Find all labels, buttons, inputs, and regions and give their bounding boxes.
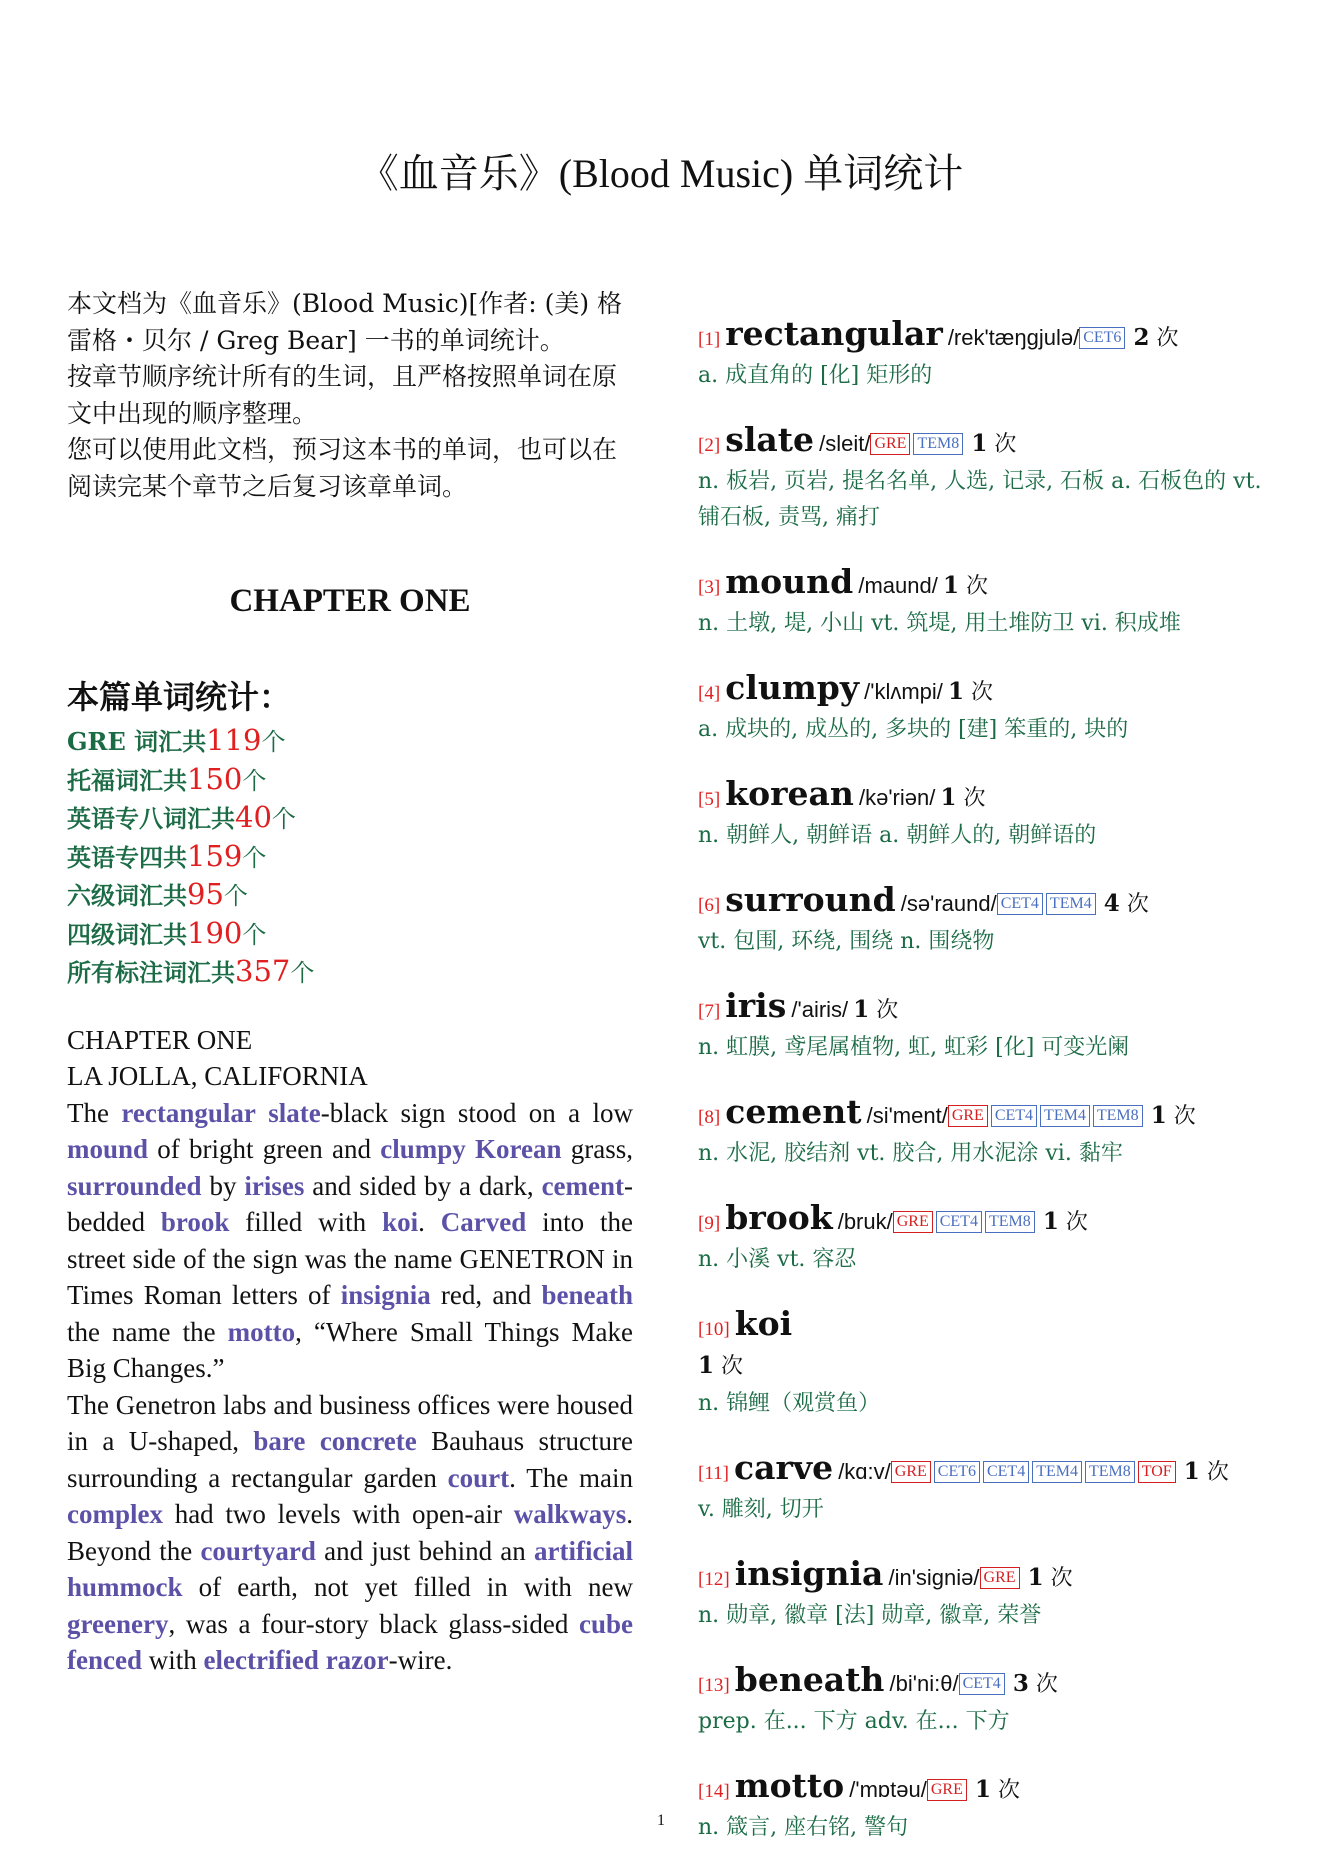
entry-head <box>698 1094 1288 1136</box>
highlighted-word: Carved <box>440 1207 527 1237</box>
intro-line: 本文档为《血音乐》(Blood Music)[作者: (美) 格雷格・贝尔 / Greg Bear] 一书的单词统计。 <box>67 289 623 355</box>
frequency-count: 2 <box>1133 324 1150 351</box>
page-number: 1 <box>657 1812 665 1829</box>
intro-line: 您可以使用此文档，预习这本书的单词，也可以在阅读完某个章节之后复习该章单词。 <box>67 435 618 501</box>
stat-row <box>67 838 633 877</box>
level-tag: GRE <box>948 1105 988 1127</box>
frequency <box>1184 1460 1229 1485</box>
stat-count: 159 <box>187 838 243 873</box>
phonetic: /'airis/ <box>791 997 849 1022</box>
frequency <box>1013 1672 1058 1697</box>
chapter-heading: CHAPTER ONE <box>229 583 471 619</box>
level-tag: GRE <box>980 1567 1020 1589</box>
entry-index: [10] <box>698 1319 730 1340</box>
stat-count: 119 <box>206 723 262 757</box>
definition: v. 雕刻, 切开 <box>698 1497 824 1522</box>
vocab-entry <box>698 1662 1288 1740</box>
entry-index: [13] <box>698 1675 730 1696</box>
headword: mound <box>725 562 854 601</box>
highlighted-word: razor <box>325 1645 389 1675</box>
entry-head <box>698 1556 1288 1598</box>
level-tag: GRE <box>870 433 910 455</box>
stat-unit: 个 <box>242 920 267 949</box>
entry-head <box>698 882 1288 924</box>
phonetic: /'klʌmpi/ <box>864 679 943 704</box>
highlighted-word: concrete <box>319 1426 417 1456</box>
headword: carve <box>734 1448 834 1487</box>
highlighted-word: beneath <box>541 1280 633 1310</box>
frequency <box>943 574 988 599</box>
vocab-entry <box>698 1200 1288 1278</box>
vocab-entry <box>698 1556 1288 1634</box>
stat-unit: 个 <box>242 843 267 872</box>
stat-count: 95 <box>187 877 224 911</box>
headword: rectangular <box>725 314 943 353</box>
definition: vt. 包围, 环绕, 围绕 n. 围绕物 <box>698 929 995 954</box>
stats-title: 本篇单词统计： <box>67 679 292 715</box>
frequency-unit: 次 <box>1126 892 1149 917</box>
stat-label: 托福词汇共 <box>67 765 187 795</box>
vocab-entry <box>698 1094 1288 1172</box>
highlighted-word: complex <box>67 1499 163 1529</box>
stat-unit: 个 <box>261 728 286 756</box>
entry-head <box>698 564 1288 606</box>
headword: insignia <box>734 1554 884 1593</box>
entry-head <box>698 1450 1288 1492</box>
level-tag: TEM8 <box>913 433 963 455</box>
stats-list <box>67 722 633 992</box>
frequency <box>1104 892 1149 917</box>
entry-index: [2] <box>698 435 721 456</box>
headword: brook <box>725 1198 833 1237</box>
frequency-count: 1 <box>853 996 870 1023</box>
phonetic: /kə'riən/ <box>858 785 936 810</box>
entry-index: [9] <box>698 1213 721 1234</box>
frequency-unit: 次 <box>1173 1104 1196 1129</box>
entry-index: [1] <box>698 329 721 350</box>
frequency-count: 1 <box>698 1352 715 1379</box>
entry-index: [4] <box>698 683 721 704</box>
vocab-entry <box>698 1768 1288 1846</box>
entry-head <box>698 988 1288 1030</box>
frequency-unit: 次 <box>1065 1210 1088 1235</box>
entry-index: [12] <box>698 1569 730 1590</box>
entry-index: [14] <box>698 1781 730 1802</box>
story-paragraph: The Genetron labs and business offices were housed in a U-shaped, bare concrete Bauhaus structure surrounding a rectangular garden court. The main complex had two levels with open-air walkways. Beyond the courtyard and just behind an artificial hummock of earth, not yet filled in with new greenery, was a four-story black glass-sided cube fenced with electrified razor-wire. <box>67 1389 634 1675</box>
highlighted-word: cube <box>579 1608 633 1639</box>
definition: n. 土墩, 堤, 小山 vt. 筑堤, 用土堆防卫 vi. 积成堆 <box>698 611 1181 636</box>
frequency-count: 1 <box>1150 1102 1167 1129</box>
frequency-unit: 次 <box>1206 1460 1229 1485</box>
level-tag: CET6 <box>934 1461 980 1483</box>
phonetic: /sə'raund/ <box>900 891 997 916</box>
highlighted-word: clumpy <box>380 1134 466 1164</box>
intro-section <box>67 286 633 505</box>
frequency-count: 4 <box>1103 890 1120 917</box>
story-location-line: LA JOLLA, CALIFORNIA <box>67 1061 368 1091</box>
headword: beneath <box>734 1660 885 1699</box>
frequency-count: 1 <box>1027 1564 1044 1591</box>
phonetic: /sleit/ <box>819 431 871 456</box>
frequency <box>975 1778 1020 1803</box>
vocabulary-list <box>698 316 1288 1874</box>
headword: surround <box>725 880 896 919</box>
level-tag: CET4 <box>936 1211 982 1233</box>
definition: n. 板岩, 页岩, 提名名单, 人选, 记录, 石板 a. 石板色的 vt. 铺石板, 责骂, 痛打 <box>698 469 1262 530</box>
highlighted-word: courtyard <box>200 1535 316 1566</box>
definition: a. 成直角的 [化] 矩形的 <box>698 363 933 388</box>
highlighted-word: bare <box>253 1426 306 1456</box>
level-tag: TEM4 <box>1046 893 1096 915</box>
stat-unit: 个 <box>223 882 248 910</box>
highlighted-word: slate <box>268 1097 321 1128</box>
vocab-entry <box>698 1306 1288 1422</box>
level-tag: GRE <box>891 1461 931 1483</box>
headword: cement <box>725 1092 862 1131</box>
frequency <box>971 432 1016 457</box>
frequency-unit: 次 <box>721 1354 744 1379</box>
highlighted-word: motto <box>227 1316 296 1347</box>
vocab-entry <box>698 422 1288 536</box>
story-chapter-line: CHAPTER ONE <box>67 1024 253 1055</box>
phonetic: /bruk/ <box>837 1209 893 1234</box>
vocab-entry <box>698 316 1288 394</box>
level-tag: TEM8 <box>985 1211 1035 1233</box>
frequency <box>1151 1104 1196 1129</box>
frequency-unit: 次 <box>994 432 1017 457</box>
stat-row <box>67 799 633 838</box>
stat-label: 英语专八词汇共 <box>67 804 235 833</box>
frequency-count: 1 <box>942 572 959 599</box>
level-tag: TEM8 <box>1093 1105 1143 1127</box>
highlighted-word: rectangular <box>121 1097 256 1128</box>
highlighted-word: artificial <box>534 1535 633 1566</box>
entry-head <box>698 670 1288 712</box>
frequency-unit: 次 <box>963 786 986 811</box>
stat-row <box>67 722 633 761</box>
headword: motto <box>734 1766 845 1805</box>
document-title: 《血音乐》(Blood Music) 单词统计 <box>358 151 964 196</box>
headword: clumpy <box>725 668 860 707</box>
highlighted-word: hummock <box>67 1572 183 1602</box>
vocab-entry <box>698 670 1288 748</box>
stat-label: 所有标注词汇共 <box>67 958 235 987</box>
highlighted-word: electrified <box>203 1645 319 1675</box>
entry-head <box>698 1306 1288 1348</box>
frequency-unit: 次 <box>1156 326 1179 351</box>
intro-line: 按章节顺序统计所有的生词，且严格按照单词在原文中出现的顺序整理。 <box>67 362 618 428</box>
level-tag: CET4 <box>959 1673 1005 1695</box>
phonetic: /in'signiə/ <box>888 1565 980 1590</box>
stat-unit: 个 <box>290 959 315 987</box>
entry-index: [6] <box>698 895 721 916</box>
stat-unit: 个 <box>242 766 267 795</box>
highlighted-word: cement <box>541 1170 625 1201</box>
definition: n. 小溪 vt. 容忍 <box>698 1247 857 1272</box>
left-column <box>67 286 633 1679</box>
stat-count: 357 <box>235 954 291 988</box>
frequency-count: 1 <box>974 1776 991 1803</box>
frequency-count: 1 <box>971 430 988 457</box>
stat-label: GRE 词汇共 <box>67 727 207 756</box>
entry-index: [7] <box>698 1001 721 1022</box>
highlighted-word: koi <box>382 1207 419 1237</box>
frequency <box>1043 1210 1088 1235</box>
definition: prep. 在... 下方 adv. 在... 下方 <box>698 1709 1010 1734</box>
highlighted-word: court <box>447 1462 510 1493</box>
highlighted-word: brook <box>160 1207 230 1237</box>
phonetic: /'mɒtəu/ <box>849 1777 927 1802</box>
entry-index: [5] <box>698 789 721 810</box>
stat-row <box>67 761 633 800</box>
frequency-count: 1 <box>948 678 965 705</box>
frequency <box>1028 1566 1073 1591</box>
stat-count: 190 <box>187 915 243 950</box>
level-tag: CET4 <box>983 1461 1029 1483</box>
stat-label: 六级词汇共 <box>67 881 187 910</box>
entry-index: [11] <box>698 1463 729 1484</box>
level-tag: TEM8 <box>1085 1461 1135 1483</box>
frequency-unit: 次 <box>1035 1672 1058 1697</box>
frequency <box>1134 326 1179 351</box>
entry-head <box>698 316 1288 358</box>
frequency <box>948 680 993 705</box>
highlighted-word: walkways <box>513 1499 627 1529</box>
level-tag: CET4 <box>997 893 1043 915</box>
highlighted-word: irises <box>244 1170 305 1201</box>
entry-head <box>698 776 1288 818</box>
frequency-unit: 次 <box>997 1778 1020 1803</box>
vocab-entry <box>698 882 1288 960</box>
frequency-count: 1 <box>940 784 957 811</box>
highlighted-word: surrounded <box>67 1170 202 1201</box>
frequency-unit: 次 <box>965 574 988 599</box>
frequency-count: 1 <box>1183 1458 1200 1485</box>
frequency <box>853 998 898 1023</box>
entry-head <box>698 1200 1288 1242</box>
frequency <box>940 786 985 811</box>
headword: slate <box>725 420 814 459</box>
story-paragraph: The rectangular slate-black sign stood on a low mound of bright green and clumpy Korean grass, surrounded by irises and sided by a dark, cement-bedded brook filled with koi. Carved into the street side of the sign was the name GENETRON in Times Roman letters of insignia red, and beneath the name the motto, “Where Small Things Make Big Changes.” <box>67 1097 634 1383</box>
vocab-entry <box>698 564 1288 642</box>
level-tag: GRE <box>893 1211 933 1233</box>
frequency-count: 3 <box>1012 1670 1029 1697</box>
headword: korean <box>725 774 854 813</box>
frequency-line <box>698 1348 1288 1386</box>
highlighted-word: mound <box>67 1134 149 1164</box>
entry-head <box>698 1662 1288 1704</box>
frequency-unit: 次 <box>876 998 899 1023</box>
stat-row <box>67 953 633 992</box>
highlighted-word: greenery <box>67 1608 169 1639</box>
stat-row <box>67 876 633 915</box>
entry-head <box>698 422 1288 464</box>
stat-unit: 个 <box>271 805 296 833</box>
entry-index: [3] <box>698 577 721 598</box>
story-text <box>67 1022 633 1679</box>
entry-index: [8] <box>698 1107 721 1128</box>
definition: n. 勋章, 徽章 [法] 勋章, 徽章, 荣誉 <box>698 1603 1042 1628</box>
vocab-entry <box>698 988 1288 1066</box>
headword: iris <box>725 986 787 1025</box>
phonetic: /bi'ni:θ/ <box>889 1671 959 1696</box>
level-tag: CET4 <box>991 1105 1037 1127</box>
phonetic: /kɑ:v/ <box>838 1459 891 1484</box>
phonetic: /si'ment/ <box>866 1103 948 1128</box>
phonetic: /rek'tæŋgjulə/ <box>947 325 1080 350</box>
vocab-entry <box>698 776 1288 854</box>
level-tag: CET6 <box>1079 327 1125 349</box>
definition: n. 朝鲜人, 朝鲜语 a. 朝鲜人的, 朝鲜语的 <box>698 823 1097 848</box>
level-tag: TOF <box>1138 1461 1176 1483</box>
level-tag: TEM4 <box>1032 1461 1082 1483</box>
definition: a. 成块的, 成丛的, 多块的 [建] 笨重的, 块的 <box>698 717 1129 742</box>
frequency-unit: 次 <box>971 680 994 705</box>
highlighted-word: insignia <box>340 1280 431 1310</box>
definition: n. 箴言, 座右铭, 警句 <box>698 1815 909 1840</box>
stat-row <box>67 915 633 954</box>
frequency-count: 1 <box>1042 1208 1059 1235</box>
entry-head <box>698 1768 1288 1810</box>
stat-count: 150 <box>187 761 243 796</box>
definition: n. 锦鲤（观赏鱼） <box>698 1391 881 1416</box>
highlighted-word: Korean <box>475 1134 562 1164</box>
vocab-entry <box>698 1450 1288 1528</box>
definition: n. 水泥, 胶结剂 vt. 胶合, 用水泥涂 vi. 黏牢 <box>698 1141 1123 1166</box>
level-tag: GRE <box>927 1779 967 1801</box>
frequency <box>698 1354 743 1379</box>
highlighted-word: fenced <box>67 1645 142 1675</box>
definition: n. 虹膜, 鸢尾属植物, 虹, 虹彩 [化] 可变光阑 <box>698 1035 1130 1060</box>
stat-label: 英语专四共 <box>67 842 187 872</box>
stat-count: 40 <box>235 800 272 834</box>
stat-label: 四级词汇共 <box>67 919 187 949</box>
level-tag: TEM4 <box>1040 1105 1090 1127</box>
frequency-unit: 次 <box>1050 1566 1073 1591</box>
headword: koi <box>734 1304 793 1343</box>
phonetic: /maund/ <box>858 573 938 598</box>
